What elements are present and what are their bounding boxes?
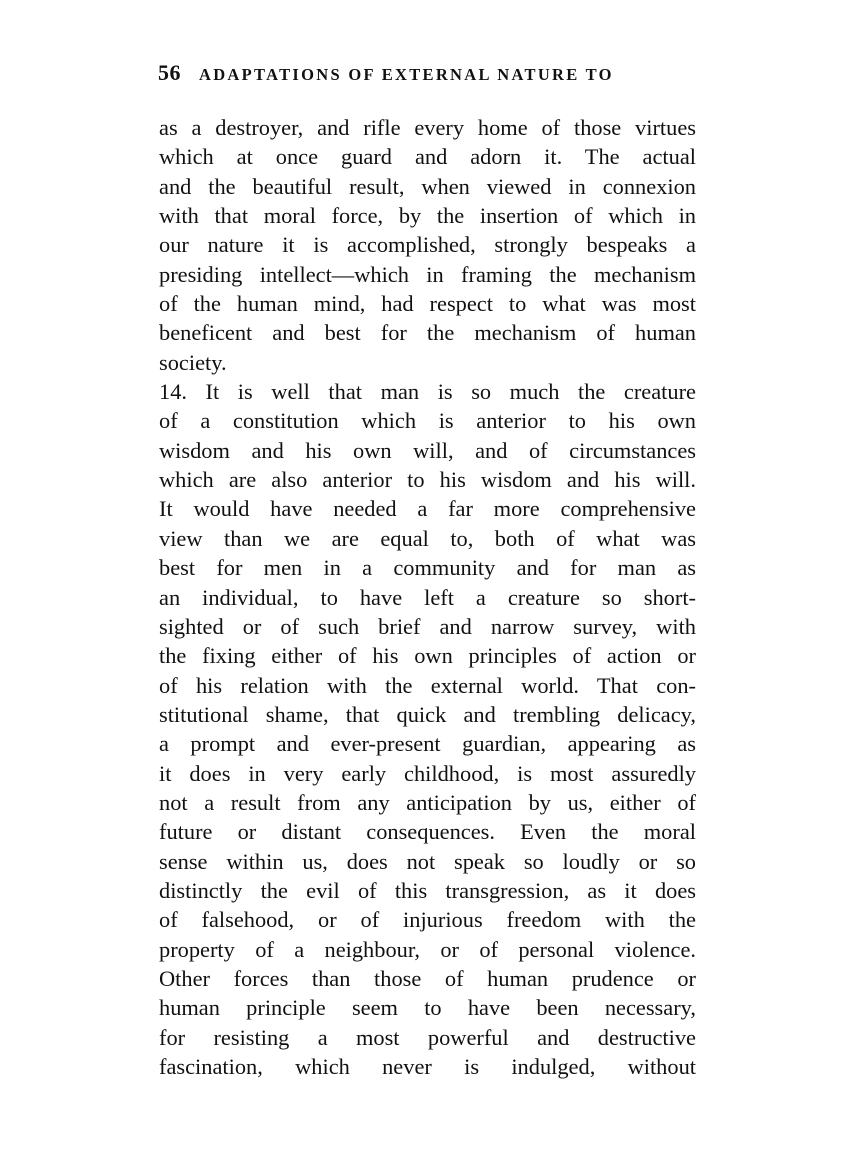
- text-line: society.: [159, 349, 227, 375]
- text-line: which at once guard and adorn it. The actual: [159, 144, 696, 170]
- text-line: as a destroyer, and rifle every home of those virtues: [159, 115, 696, 140]
- text-line: for resisting a most powerful and destructive: [159, 1024, 696, 1050]
- text-line: beneficent and best for the mechanism of human: [159, 320, 696, 346]
- running-head-title: ADAPTATIONS OF EXTERNAL NATURE TO: [199, 65, 614, 84]
- text-line: presiding intellect—which in framing the mechanism: [159, 261, 696, 287]
- text-line: wisdom and his own will, and of circumstances: [159, 437, 696, 463]
- text-line: of the human mind, had respect to what was most: [159, 291, 696, 317]
- text-line: an individual, to have left a creature so short-: [159, 584, 696, 610]
- body-text: [159, 113, 696, 1081]
- text-line: fascination, which never is indulged, without: [159, 1054, 696, 1079]
- text-line: of his relation with the external world. That con-: [159, 672, 696, 698]
- text-line: distinctly the evil of this transgression, as it does: [159, 877, 696, 903]
- text-line: property of a neighbour, or of personal violence.: [159, 936, 696, 962]
- text-line: with that moral force, by the insertion of which in: [159, 203, 696, 229]
- text-line: sense within us, does not speak so loudly or so: [159, 848, 696, 874]
- text-line: which are also anterior to his wisdom and his will.: [159, 467, 696, 493]
- text-line: view than we are equal to, both of what was: [159, 525, 696, 551]
- text-line: not a result from any anticipation by us, either of: [159, 789, 696, 815]
- text-line: stitutional shame, that quick and trembling delicacy,: [159, 701, 696, 727]
- text-line: sighted or of such brief and narrow survey, with: [159, 613, 696, 639]
- page-number: 56: [158, 60, 181, 85]
- text-line: It would have needed a far more comprehensive: [159, 496, 696, 522]
- text-line: the fixing either of his own principles of action or: [159, 643, 696, 669]
- text-line: of a constitution which is anterior to his own: [159, 408, 696, 434]
- text-line: best for men in a community and for man as: [159, 555, 696, 581]
- running-head: [158, 60, 698, 90]
- text-line: human principle seem to have been necessary,: [159, 995, 696, 1021]
- paragraph-start-line: 14. It is well that man is so much the creature: [159, 379, 696, 405]
- text-line: of falsehood, or of injurious freedom with the: [159, 907, 696, 933]
- text-line: it does in very early childhood, is most assuredly: [159, 760, 696, 786]
- text-line: future or distant consequences. Even the moral: [159, 819, 696, 845]
- text-line: our nature it is accomplished, strongly bespeaks a: [159, 232, 696, 258]
- text-line: a prompt and ever-present guardian, appearing as: [159, 731, 696, 757]
- text-line: Other forces than those of human prudence or: [159, 965, 696, 991]
- text-line: and the beautiful result, when viewed in connexion: [159, 173, 696, 199]
